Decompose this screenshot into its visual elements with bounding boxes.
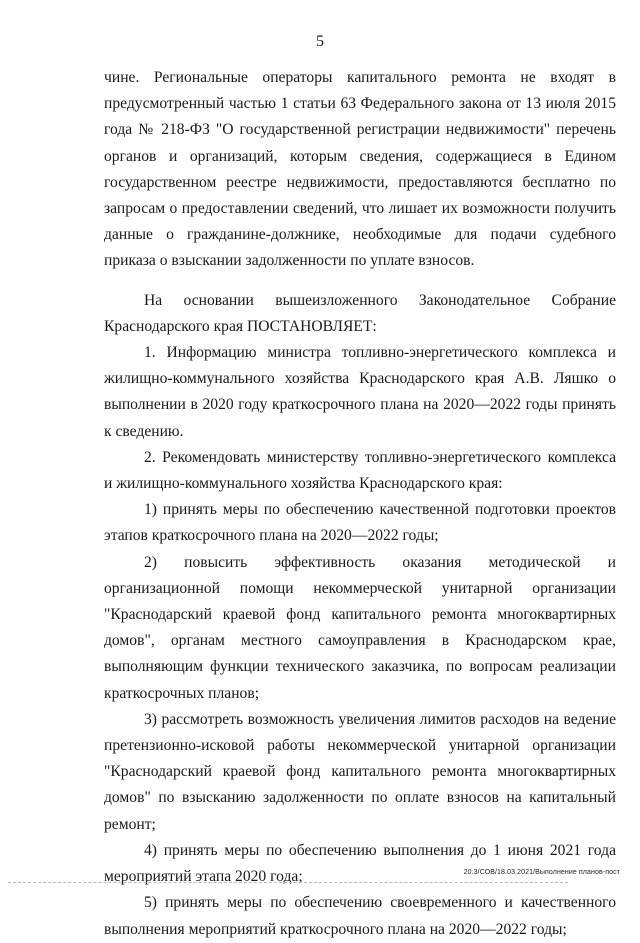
paragraph-continuation: чине. Региональные операторы капитального ремонта не входят в предусмотренный частью 1 статьи 63 Федерального закона от 13 июля 2015 года № 218-ФЗ "О государственной регистрации недвижимости" перечень органов и организаций, которым сведения, содержащиеся в Едином государственном реестре недвижимости, предоставляются бесплатно по запросам о предоставлении сведений, что лишает их возможности получить данные о гражданине-должнике, необходимые для подачи судебного приказа о взыскании задолженности по уплате взносов. [104, 69, 616, 270]
scan-edge-divider [8, 882, 568, 885]
footer-document-code: 20.3/СОВ/18.03.2021/Выполнение планов-пост [463, 869, 620, 876]
page-number: 5 [316, 33, 324, 50]
paragraph-item-2-4: 4) принять меры по обеспечению выполнения до 1 июня 2021 года мероприятий этапа 2020 года; [104, 841, 616, 886]
paragraph-item-2-3: 3) рассмотреть возможность увеличения лимитов расходов на ведение претензионно-исковой работы некоммерческой унитарной организации "Краснодарский краевой фонд капитального ремонта многоквартирных домов" по взысканию задолженности по оплате взносов на капитальный ремонт; [104, 710, 616, 833]
paragraph-preamble: На основании вышеизложенного Законодательное Собрание Краснодарского края ПОСТАНОВЛЯЕТ: [104, 291, 616, 335]
paragraph-item-2-5: 5) принять меры по обеспечению своевременного и качественного выполнения мероприятий краткосрочного плана на 2020—2022 годы; [104, 894, 616, 938]
paragraph-item-2-2: 2) повысить эффективность оказания методической и организационной помощи некоммерческой унитарной организации "Краснодарский краевой фонд капитального ремонта многоквартирных домов", органам местного самоуправления в Краснодарском крае, выполняющим функции технического заказчика, по вопросам реализации краткосрочных планов; [104, 553, 616, 702]
paragraph-item-2: 2. Рекомендовать министерству топливно-энергетического комплекса и жилищно-коммунального хозяйства Краснодарского края: [104, 448, 616, 493]
document-body [104, 65, 616, 943]
paragraph-item-2-1: 1) принять меры по обеспечению качественной подготовки проектов этапов краткосрочного плана на 2020—2022 годы; [104, 501, 616, 545]
paragraph-item-1: 1. Информацию министра топливно-энергетического комплекса и жилищно-коммунального хозяйства Краснодарского края А.В. Ляшко о выполнении в 2020 году краткосрочного плана на 2020—2022 годы принять к сведению. [104, 344, 616, 440]
